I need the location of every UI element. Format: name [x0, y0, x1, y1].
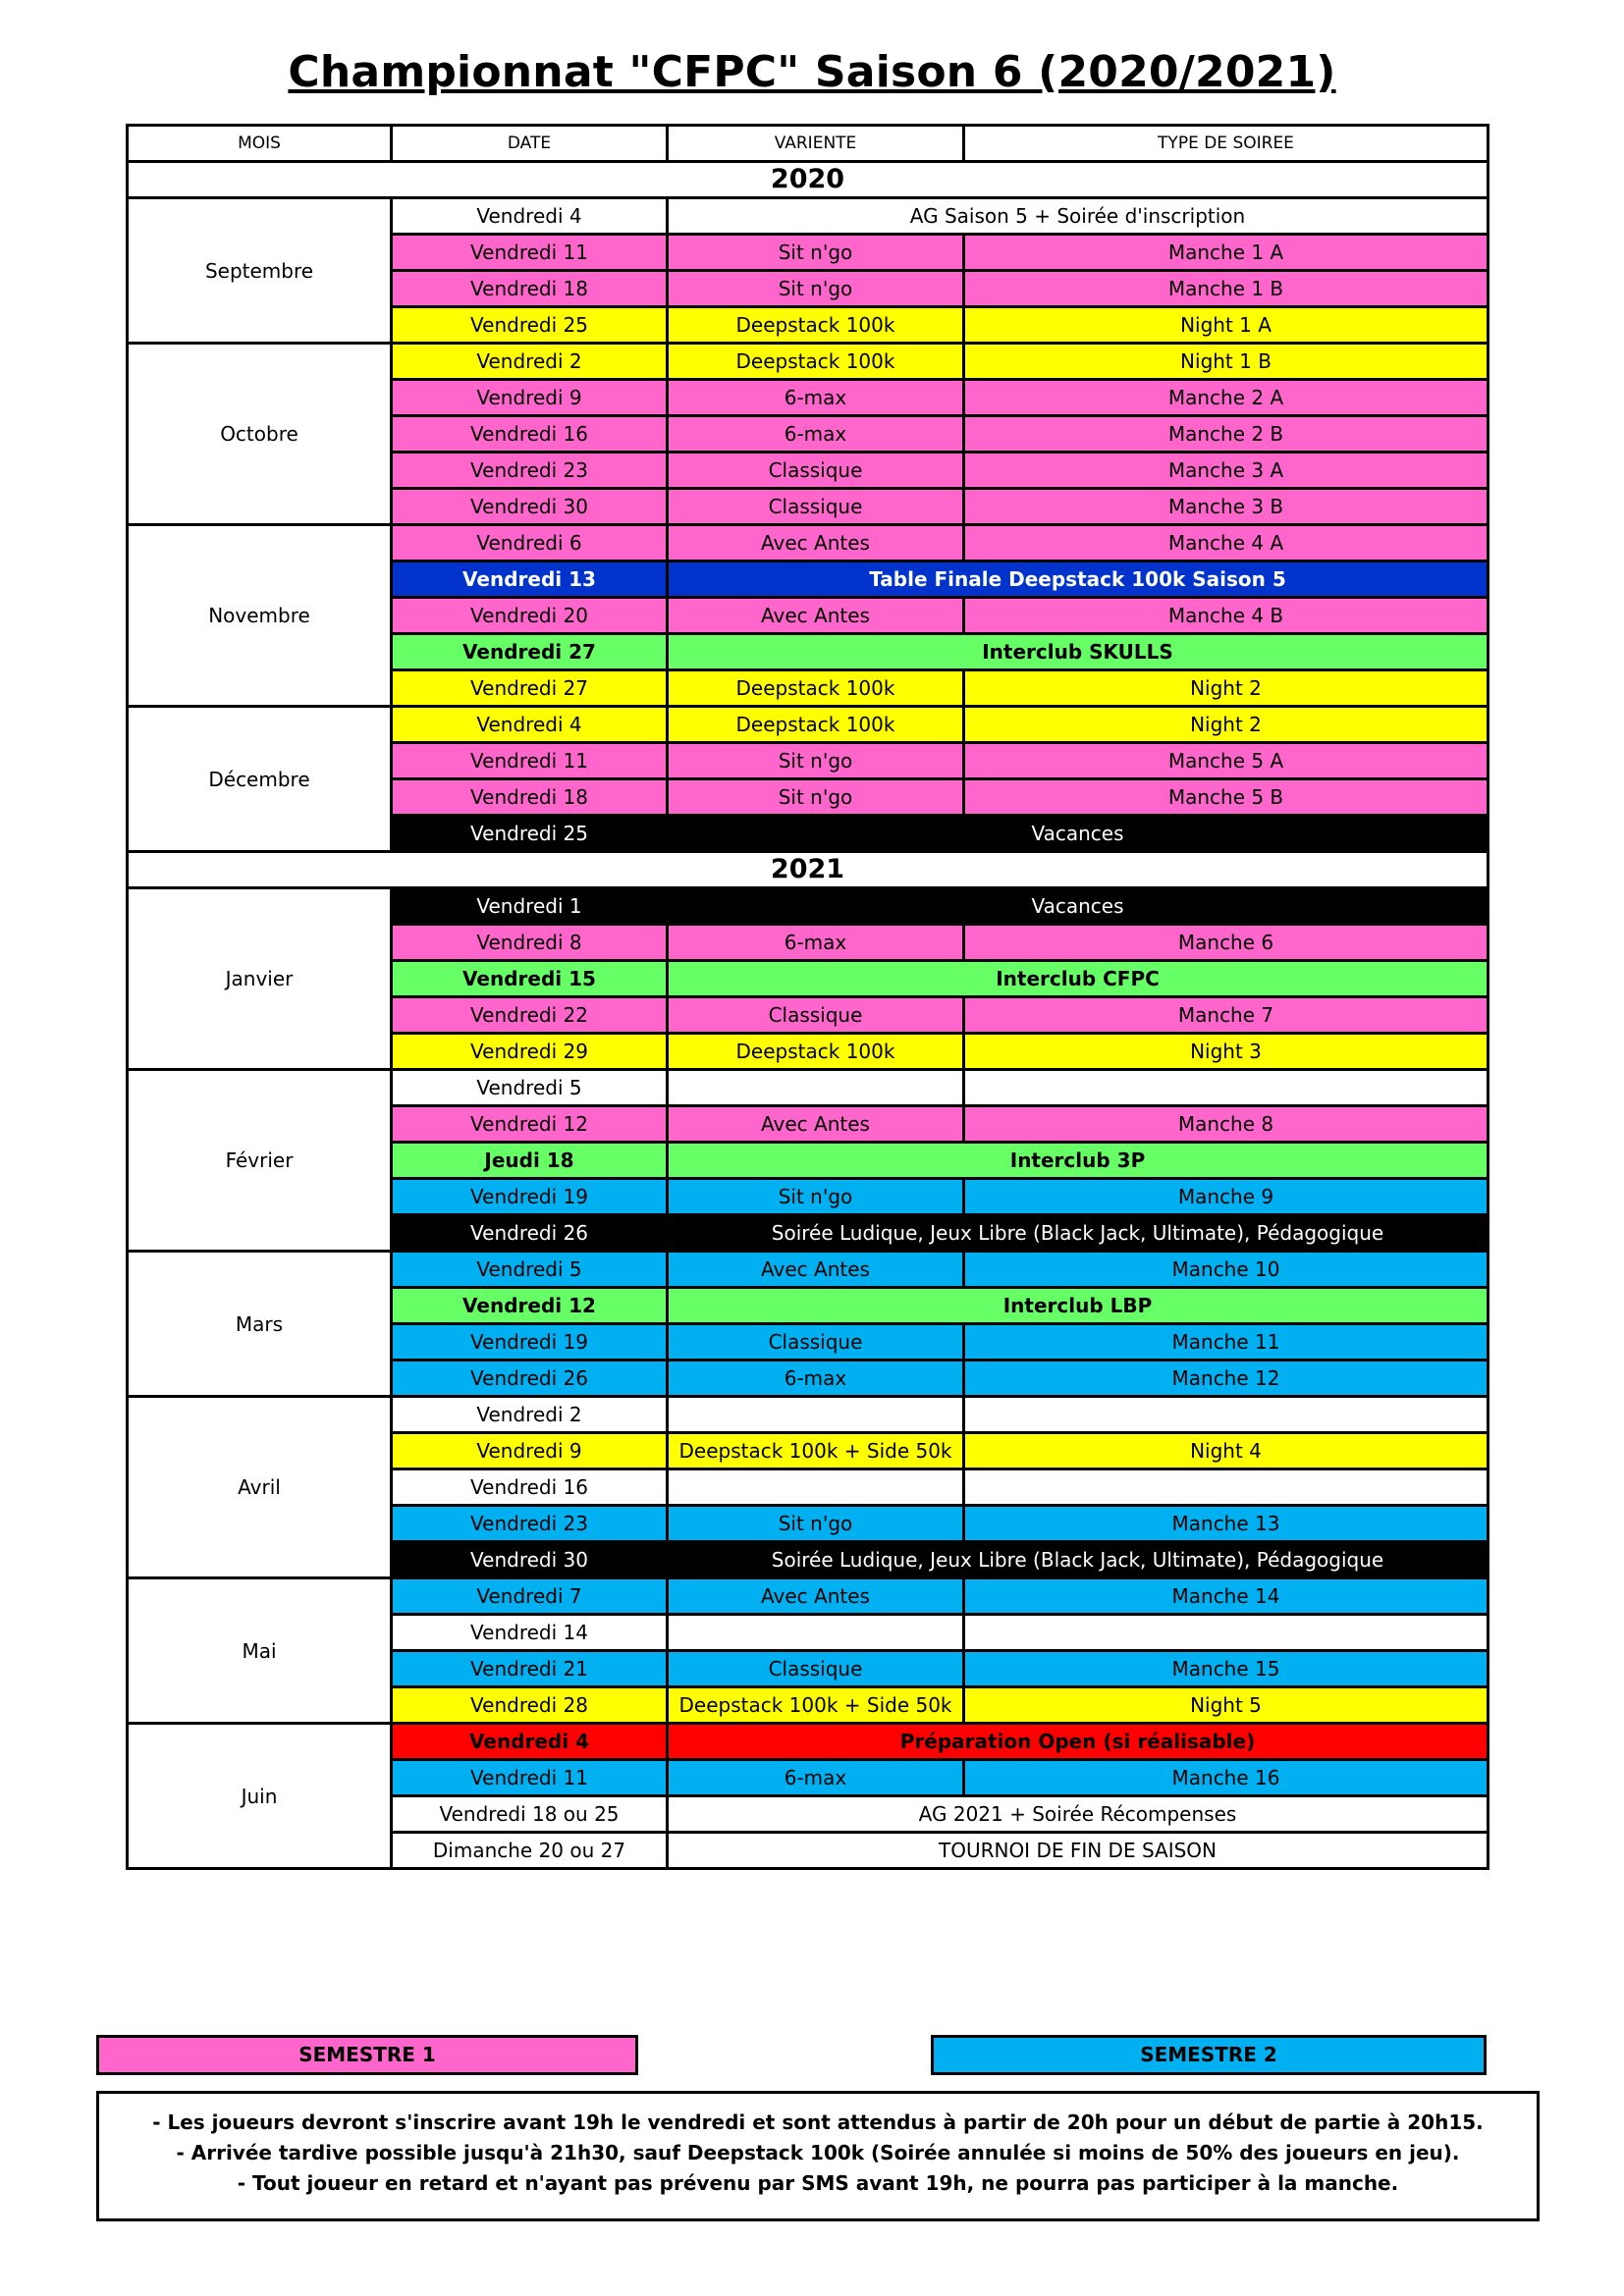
type-cell	[964, 1397, 1489, 1433]
date-cell: Vendredi 4	[392, 198, 668, 235]
variante-cell: Sit n'go	[668, 743, 964, 779]
variante-cell: Deepstack 100k	[668, 670, 964, 707]
note-line: - Les joueurs devront s'inscrire avant 19h le vendredi et sont attendus à partir de 20h pour un début de partie à 20h15.	[152, 2110, 1484, 2134]
type-cell: Manche 13	[964, 1506, 1489, 1542]
table-row	[128, 888, 1489, 925]
variante-cell: Deepstack 100k + Side 50k	[668, 1433, 964, 1469]
date-cell: Vendredi 6	[392, 525, 668, 561]
year-label: 2021	[128, 852, 1489, 888]
event-span-cell: Préparation Open (si réalisable)	[668, 1724, 1489, 1760]
date-cell: Vendredi 25	[392, 816, 668, 852]
variante-cell	[668, 1397, 964, 1433]
date-cell: Vendredi 9	[392, 1433, 668, 1469]
date-cell: Vendredi 13	[392, 561, 668, 598]
date-cell: Vendredi 15	[392, 961, 668, 997]
variante-cell	[668, 1070, 964, 1106]
variante-cell: Deepstack 100k	[668, 1034, 964, 1070]
variante-cell	[668, 1469, 964, 1506]
table-row	[128, 1724, 1489, 1760]
event-span-cell: Table Finale Deepstack 100k Saison 5	[668, 561, 1489, 598]
year-row	[128, 852, 1489, 888]
date-cell: Vendredi 26	[392, 1361, 668, 1397]
event-span-cell: Interclub CFPC	[668, 961, 1489, 997]
table-row	[128, 525, 1489, 561]
date-cell: Vendredi 1	[392, 888, 668, 925]
date-cell: Vendredi 11	[392, 1760, 668, 1796]
date-cell: Vendredi 11	[392, 743, 668, 779]
event-span-cell: Interclub SKULLS	[668, 634, 1489, 670]
variante-cell: Sit n'go	[668, 1506, 964, 1542]
type-cell: Night 4	[964, 1433, 1489, 1469]
date-cell: Vendredi 18	[392, 271, 668, 307]
variante-cell	[668, 1615, 964, 1651]
date-cell: Vendredi 16	[392, 416, 668, 453]
note-line: - Tout joueur en retard et n'ayant pas prévenu par SMS avant 19h, ne pourra pas participer à la manche.	[237, 2171, 1399, 2195]
type-cell: Manche 15	[964, 1651, 1489, 1687]
variante-cell: Classique	[668, 489, 964, 525]
date-cell: Vendredi 5	[392, 1070, 668, 1106]
header-mois: MOIS	[128, 126, 392, 162]
month-cell: Juin	[128, 1724, 392, 1869]
date-cell: Vendredi 2	[392, 1397, 668, 1433]
header-variante: VARIENTE	[668, 126, 964, 162]
month-cell: Décembre	[128, 707, 392, 852]
table-row	[128, 1252, 1489, 1288]
month-cell: Septembre	[128, 198, 392, 344]
type-cell: Manche 3 A	[964, 453, 1489, 489]
header-row	[128, 126, 1489, 162]
variante-cell: Classique	[668, 453, 964, 489]
date-cell: Vendredi 23	[392, 1506, 668, 1542]
table-row	[128, 707, 1489, 743]
date-cell: Vendredi 4	[392, 1724, 668, 1760]
variante-cell: Avec Antes	[668, 1252, 964, 1288]
date-cell: Vendredi 29	[392, 1034, 668, 1070]
date-cell: Vendredi 22	[392, 997, 668, 1034]
type-cell	[964, 1615, 1489, 1651]
date-cell: Vendredi 4	[392, 707, 668, 743]
type-cell: Night 1 B	[964, 344, 1489, 380]
date-cell: Vendredi 16	[392, 1469, 668, 1506]
date-cell: Vendredi 30	[392, 1542, 668, 1578]
variante-cell: Deepstack 100k + Side 50k	[668, 1687, 964, 1724]
month-cell: Mars	[128, 1252, 392, 1397]
variante-cell: Avec Antes	[668, 1578, 964, 1615]
year-row	[128, 162, 1489, 198]
schedule-table	[126, 124, 1489, 1870]
month-cell: Février	[128, 1070, 392, 1252]
event-span-cell: AG 2021 + Soirée Récompenses	[668, 1796, 1489, 1833]
page-title: Championnat "CFPC" Saison 6 (2020/2021)	[288, 47, 1336, 97]
type-cell: Manche 1 B	[964, 271, 1489, 307]
date-cell: Vendredi 23	[392, 453, 668, 489]
table-row	[128, 344, 1489, 380]
date-cell: Vendredi 11	[392, 235, 668, 271]
event-span-cell: Vacances	[668, 816, 1489, 852]
date-cell: Vendredi 8	[392, 925, 668, 961]
date-cell: Vendredi 19	[392, 1179, 668, 1215]
type-cell: Night 5	[964, 1687, 1489, 1724]
type-cell: Manche 6	[964, 925, 1489, 961]
type-cell: Manche 16	[964, 1760, 1489, 1796]
type-cell: Manche 11	[964, 1324, 1489, 1361]
legend-semester-1: SEMESTRE 1	[96, 2035, 638, 2075]
event-span-cell: TOURNOI DE FIN DE SAISON	[668, 1833, 1489, 1869]
type-cell: Manche 4 B	[964, 598, 1489, 634]
variante-cell: Sit n'go	[668, 271, 964, 307]
date-cell: Vendredi 12	[392, 1106, 668, 1143]
table-row	[128, 198, 1489, 235]
legend-semester-2: SEMESTRE 2	[931, 2035, 1487, 2075]
type-cell: Manche 2 A	[964, 380, 1489, 416]
type-cell: Manche 3 B	[964, 489, 1489, 525]
variante-cell: 6-max	[668, 380, 964, 416]
type-cell: Manche 2 B	[964, 416, 1489, 453]
date-cell: Vendredi 26	[392, 1215, 668, 1252]
variante-cell: Classique	[668, 1324, 964, 1361]
variante-cell: Deepstack 100k	[668, 344, 964, 380]
note-line: - Arrivée tardive possible jusqu'à 21h30, sauf Deepstack 100k (Soirée annulée si moins de 50% des joueurs en jeu).	[176, 2141, 1460, 2164]
month-cell: Mai	[128, 1578, 392, 1724]
date-cell: Vendredi 27	[392, 634, 668, 670]
date-cell: Vendredi 18	[392, 779, 668, 816]
variante-cell: Classique	[668, 1651, 964, 1687]
type-cell: Night 3	[964, 1034, 1489, 1070]
event-span-cell: Interclub LBP	[668, 1288, 1489, 1324]
event-span-cell: AG Saison 5 + Soirée d'inscription	[668, 198, 1489, 235]
month-cell: Janvier	[128, 888, 392, 1070]
date-cell: Vendredi 28	[392, 1687, 668, 1724]
variante-cell: Deepstack 100k	[668, 707, 964, 743]
variante-cell: 6-max	[668, 925, 964, 961]
month-cell: Novembre	[128, 525, 392, 707]
event-span-cell: Soirée Ludique, Jeux Libre (Black Jack, Ultimate), Pédagogique	[668, 1215, 1489, 1252]
date-cell: Vendredi 19	[392, 1324, 668, 1361]
date-cell: Vendredi 20	[392, 598, 668, 634]
variante-cell: Sit n'go	[668, 779, 964, 816]
month-cell: Octobre	[128, 344, 392, 525]
date-cell: Jeudi 18	[392, 1143, 668, 1179]
type-cell: Night 2	[964, 707, 1489, 743]
variante-cell: 6-max	[668, 1361, 964, 1397]
date-cell: Vendredi 18 ou 25	[392, 1796, 668, 1833]
schedule-body	[128, 126, 1489, 1869]
type-cell: Manche 5 B	[964, 779, 1489, 816]
type-cell	[964, 1469, 1489, 1506]
type-cell: Manche 7	[964, 997, 1489, 1034]
date-cell: Vendredi 9	[392, 380, 668, 416]
event-span-cell: Interclub 3P	[668, 1143, 1489, 1179]
table-row	[128, 1070, 1489, 1106]
type-cell: Night 2	[964, 670, 1489, 707]
month-cell: Avril	[128, 1397, 392, 1578]
variante-cell: Avec Antes	[668, 525, 964, 561]
variante-cell: Deepstack 100k	[668, 307, 964, 344]
date-cell: Vendredi 30	[392, 489, 668, 525]
date-cell: Dimanche 20 ou 27	[392, 1833, 668, 1869]
type-cell: Manche 5 A	[964, 743, 1489, 779]
type-cell: Manche 14	[964, 1578, 1489, 1615]
type-cell: Night 1 A	[964, 307, 1489, 344]
date-cell: Vendredi 2	[392, 344, 668, 380]
event-span-cell: Vacances	[668, 888, 1489, 925]
variante-cell: Avec Antes	[668, 598, 964, 634]
variante-cell: Sit n'go	[668, 235, 964, 271]
variante-cell: Classique	[668, 997, 964, 1034]
date-cell: Vendredi 7	[392, 1578, 668, 1615]
header-type: TYPE DE SOIREE	[964, 126, 1489, 162]
date-cell: Vendredi 14	[392, 1615, 668, 1651]
type-cell: Manche 1 A	[964, 235, 1489, 271]
header-date: DATE	[392, 126, 668, 162]
variante-cell: 6-max	[668, 1760, 964, 1796]
date-cell: Vendredi 25	[392, 307, 668, 344]
type-cell: Manche 9	[964, 1179, 1489, 1215]
variante-cell: Avec Antes	[668, 1106, 964, 1143]
date-cell: Vendredi 5	[392, 1252, 668, 1288]
type-cell: Manche 4 A	[964, 525, 1489, 561]
date-cell: Vendredi 12	[392, 1288, 668, 1324]
notes-box	[96, 2091, 1540, 2221]
year-label: 2020	[128, 162, 1489, 198]
type-cell: Manche 12	[964, 1361, 1489, 1397]
type-cell: Manche 10	[964, 1252, 1489, 1288]
date-cell: Vendredi 21	[392, 1651, 668, 1687]
table-row	[128, 1397, 1489, 1433]
table-row	[128, 1578, 1489, 1615]
event-span-cell: Soirée Ludique, Jeux Libre (Black Jack, Ultimate), Pédagogique	[668, 1542, 1489, 1578]
variante-cell: 6-max	[668, 416, 964, 453]
date-cell: Vendredi 27	[392, 670, 668, 707]
type-cell: Manche 8	[964, 1106, 1489, 1143]
variante-cell: Sit n'go	[668, 1179, 964, 1215]
type-cell	[964, 1070, 1489, 1106]
